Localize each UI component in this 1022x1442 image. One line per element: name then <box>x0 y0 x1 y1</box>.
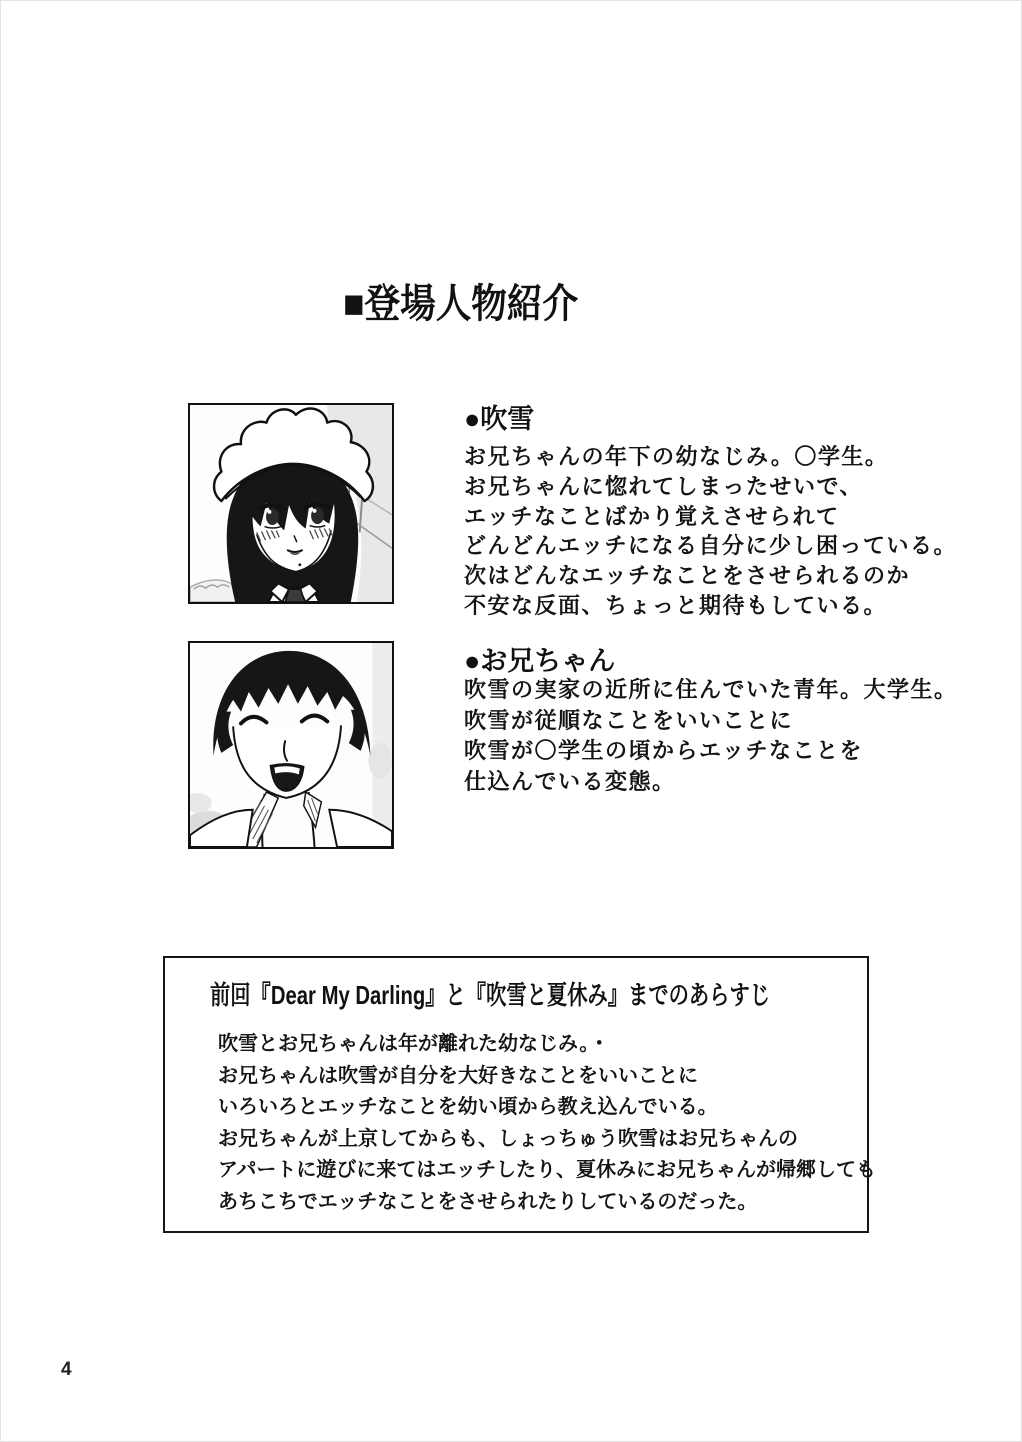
synopsis-body <box>218 1029 876 1219</box>
synopsis-line: お兄ちゃんが上京してからも、しょっちゅう吹雪はお兄ちゃんの <box>218 1127 798 1150</box>
synopsis-box <box>163 956 876 1233</box>
description-line: 不安な反面、ちょっと期待もしている。 <box>464 592 888 618</box>
synopsis-line: お兄ちゃんは吹雪が自分を大好きなことをいいことに <box>218 1064 698 1087</box>
fubuki-maid-portrait-icon <box>190 405 392 602</box>
character-description-fubuki <box>464 442 957 621</box>
page-title: ■登場人物紹介 <box>343 282 579 326</box>
description-line: 仕込んでいる変態。 <box>464 768 676 794</box>
description-line: エッチなことばかり覚えさせられて <box>464 503 840 529</box>
character-name-fubuki: ●吹雪 <box>464 404 535 434</box>
description-line: お兄ちゃんに惚れてしまったせいで、 <box>464 473 864 499</box>
description-line: 吹雪が従順なことをいいことに <box>464 707 794 733</box>
fubuki-portrait-frame <box>188 403 394 604</box>
description-line: お兄ちゃんの年下の幼なじみ。〇学生。 <box>464 444 889 469</box>
synopsis-line: アパートに遊びに来てはエッチしたり、夏休みにお兄ちゃんが帰郷しても <box>218 1159 876 1182</box>
character-name-oniichan: ●お兄ちゃん <box>464 646 616 676</box>
oniichan-smile-portrait-icon <box>190 643 392 847</box>
description-line: 次はどんなエッチなことをさせられるのか <box>464 563 911 589</box>
synopsis-line: 吹雪とお兄ちゃんは年が離れた幼なじみ。・ <box>218 1033 610 1055</box>
description-line: どんどんエッチになる自分に少し困っている。 <box>464 533 958 559</box>
synopsis-title: 前回『Dear My Darling』と『吹雪と夏休み』までのあらすじ <box>210 980 771 1010</box>
description-line: 吹雪の実家の近所に住んでいた青年。大学生。 <box>464 677 958 702</box>
description-line: 吹雪が〇学生の頃からエッチなことを <box>464 738 864 764</box>
oniichan-portrait-frame <box>188 641 394 849</box>
page-number: 4 <box>61 1359 72 1380</box>
synopsis-line: いろいろとエッチなことを幼い頃から教え込んでいる。 <box>218 1096 718 1119</box>
synopsis-line: あちこちでエッチなことをさせられたりしているのだった。 <box>218 1190 758 1213</box>
character-description-oniichan <box>464 675 958 797</box>
